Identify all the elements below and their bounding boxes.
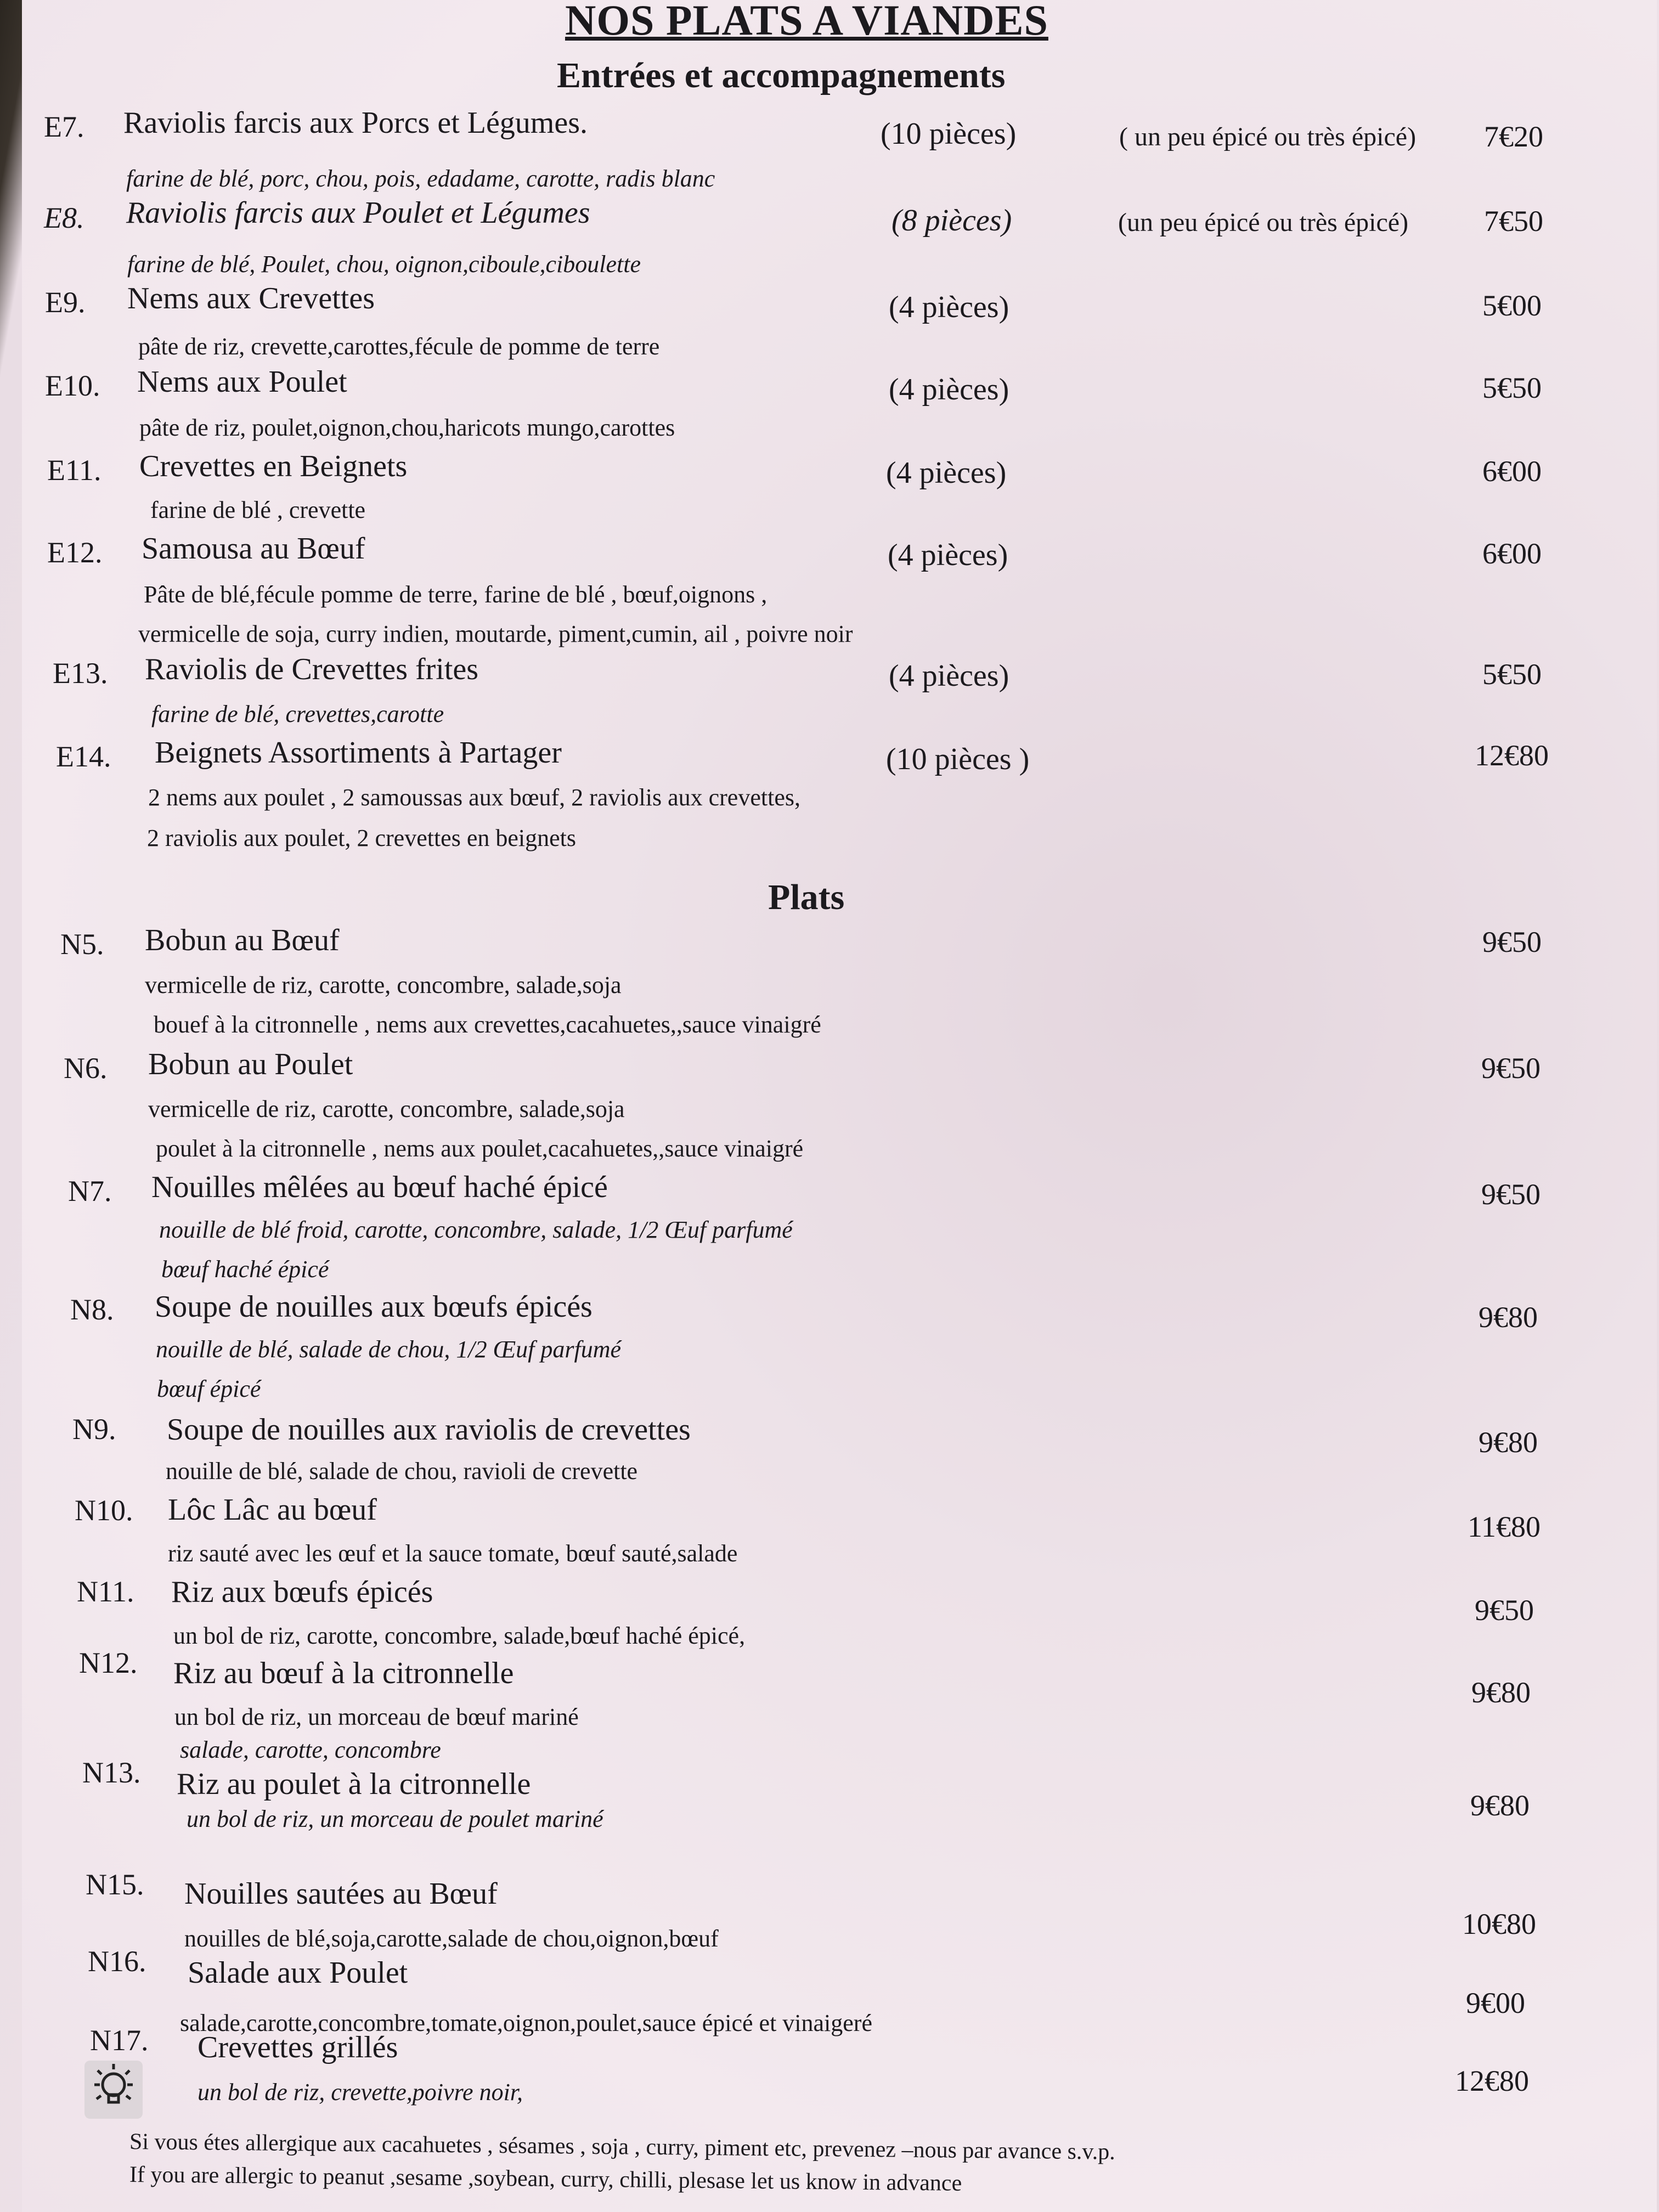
item-code: N11. (77, 1575, 134, 1608)
item-quantity: (4 pièces) (886, 456, 1007, 490)
item-ingredients: farine de blé, Poulet, chou, oignon,ciboule,ciboulette (127, 251, 641, 278)
item-ingredients: nouilles de blé,soja,carotte,salade de chou,oignon,bœuf (184, 1925, 719, 1952)
item-quantity: (10 pièces) (881, 117, 1017, 151)
item-ingredients-line2: bœuf haché épicé (161, 1256, 329, 1283)
item-ingredients: nouille de blé froid, carotte, concombre, salade, 1/2 Œuf parfumé (159, 1216, 793, 1243)
item-code: N7. (68, 1175, 112, 1207)
item-name: Raviolis de Crevettes frites (145, 652, 479, 686)
item-code: E8. (44, 201, 84, 234)
item-price: 9€80 (1479, 1301, 1538, 1334)
item-price: 12€80 (1475, 739, 1549, 772)
item-ingredients: 2 nems aux poulet , 2 samoussas aux bœuf, 2 raviolis aux crevettes, (148, 784, 800, 811)
item-ingredients: salade,carotte,concombre,tomate,oignon,poulet,sauce épicé et vinaigeré (180, 2010, 872, 2036)
item-price: 12€80 (1455, 2064, 1529, 2097)
menu-page (22, 0, 1657, 2212)
section-title-mains: Plats (768, 877, 845, 917)
item-quantity: (4 pièces) (889, 290, 1009, 324)
item-price: 9€50 (1481, 1052, 1541, 1085)
item-ingredients: farine de blé , crevette (150, 496, 366, 523)
item-ingredients: nouille de blé, salade de chou, 1/2 Œuf parfumé (156, 1336, 622, 1363)
item-price: 9€50 (1475, 1594, 1534, 1627)
item-name: Soupe de nouilles aux raviolis de crevettes (167, 1413, 691, 1447)
item-ingredients: vermicelle de riz, carotte, concombre, salade,soja (145, 972, 622, 998)
item-ingredients: un bol de riz, un morceau de poulet mariné (187, 1805, 603, 1832)
item-spice-level: ( un peu épicé ou très épicé) (1119, 122, 1417, 151)
item-name: Bobun au Poulet (148, 1047, 353, 1081)
item-code: N12. (79, 1646, 138, 1679)
item-code: E7. (44, 110, 84, 143)
item-code: E14. (56, 740, 111, 773)
item-quantity: (10 pièces ) (886, 742, 1030, 776)
item-name: Nems aux Poulet (137, 365, 347, 399)
item-code: E11. (47, 454, 101, 487)
item-price: 11€80 (1468, 1510, 1541, 1543)
item-ingredients: farine de blé, crevettes,carotte (151, 701, 444, 727)
item-name: Soupe de nouilles aux bœufs épicés (155, 1290, 592, 1324)
item-name: Crevettes grillés (198, 2030, 398, 2064)
item-spice-level: (un peu épicé ou très épicé) (1118, 208, 1409, 237)
item-name: Samousa au Bœuf (142, 532, 365, 566)
item-price: 5€50 (1482, 371, 1542, 404)
item-ingredients-line2: poulet à la citronnelle , nems aux poulet,cacahuetes,,sauce vinaigré (156, 1135, 804, 1162)
item-ingredients: Pâte de blé,fécule pomme de terre, farine de blé , bœuf,oignons , (144, 581, 768, 608)
item-price: 10€80 (1462, 1908, 1536, 1940)
item-name: Riz au bœuf à la citronnelle (173, 1656, 514, 1690)
item-name: Riz aux bœufs épicés (171, 1575, 433, 1609)
item-price: 9€80 (1479, 1426, 1538, 1459)
item-name: Bobun au Bœuf (145, 923, 340, 957)
item-quantity: (4 pièces) (888, 538, 1008, 572)
item-name: Crevettes en Beignets (139, 449, 408, 483)
item-ingredients: riz sauté avec les œuf et la sauce tomate, bœuf sauté,salade (168, 1540, 738, 1567)
item-code: E10. (45, 369, 100, 402)
item-ingredients: un bol de riz, un morceau de bœuf mariné (174, 1703, 579, 1730)
allergy-note-fr: Si vous étes allergique aux cacahuetes , sésames , soja , curry, piment etc, prevenez –nous par avance s.v.p. (129, 2129, 1115, 2165)
item-ingredients: farine de blé, porc, chou, pois, edadame, carotte, radis blanc (126, 165, 715, 192)
item-price: 7€20 (1484, 120, 1543, 153)
item-ingredients-line2: bouef à la citronnelle , nems aux crevettes,cacahuetes,,sauce vinaigré (154, 1011, 821, 1038)
allergy-note-en: If you are allergic to peanut ,sesame ,soybean, curry, chilli, plesase let us know in advance (129, 2162, 962, 2196)
item-price: 9€00 (1466, 1987, 1525, 2019)
item-code: E13. (53, 657, 108, 690)
item-ingredients-line2: vermicelle de soja, curry indien, moutarde, piment,cumin, ail , poivre noir (138, 620, 853, 647)
item-name: Nouilles mêlées au bœuf haché épicé (151, 1170, 608, 1204)
item-code: E12. (47, 536, 103, 569)
item-code: N5. (60, 928, 104, 961)
item-name: Beignets Assortiments à Partager (155, 736, 562, 770)
item-ingredients: nouille de blé, salade de chou, ravioli de crevette (166, 1458, 638, 1485)
item-name: Lôc Lâc au bœuf (168, 1493, 377, 1527)
item-price: 9€80 (1470, 1789, 1530, 1822)
item-code: N6. (64, 1052, 108, 1085)
item-ingredients: un bol de riz, crevette,poivre noir, (198, 2079, 523, 2106)
item-code: N13. (82, 1756, 141, 1789)
item-price: 5€50 (1482, 658, 1542, 691)
item-code: N17. (90, 2024, 149, 2057)
item-price: 6€00 (1482, 537, 1542, 570)
item-name: Nems aux Crevettes (127, 281, 375, 315)
item-quantity: (4 pièces) (889, 659, 1009, 693)
item-code: N15. (86, 1868, 144, 1901)
item-name: Raviolis farcis aux Poulet et Légumes (126, 196, 590, 230)
item-price: 7€50 (1484, 205, 1543, 238)
item-code: N10. (75, 1494, 133, 1527)
item-ingredients-line2: salade, carotte, concombre (180, 1736, 441, 1763)
item-ingredients-line2: bœuf épicé (157, 1375, 261, 1402)
item-ingredients: vermicelle de riz, carotte, concombre, salade,soja (148, 1096, 625, 1122)
item-name: Raviolis farcis aux Porcs et Légumes. (123, 106, 588, 140)
item-price: 9€50 (1482, 926, 1542, 958)
item-price: 9€50 (1481, 1178, 1541, 1211)
item-quantity: (4 pièces) (889, 373, 1009, 407)
item-code: N8. (70, 1293, 114, 1326)
item-name: Nouilles sautées au Bœuf (184, 1877, 498, 1911)
item-price: 5€00 (1482, 289, 1542, 322)
section-title-starters: Entrées et accompagnements (557, 55, 1006, 95)
item-code: E9. (45, 286, 86, 319)
item-ingredients: un bol de riz, carotte, concombre, salade,bœuf haché épicé, (173, 1622, 746, 1649)
item-ingredients: pâte de riz, poulet,oignon,chou,haricots mungo,carottes (139, 414, 675, 441)
item-name: Riz au poulet à la citronnelle (177, 1767, 531, 1801)
item-price: 9€80 (1471, 1676, 1531, 1709)
page-title: NOS PLATS A VIANDES (565, 0, 1048, 44)
item-price: 6€00 (1482, 455, 1542, 488)
item-ingredients-line2: 2 raviolis aux poulet, 2 crevettes en beignets (147, 825, 576, 851)
item-ingredients: pâte de riz, crevette,carottes,fécule de pomme de terre (138, 333, 660, 360)
lightbulb-icon (83, 2059, 144, 2120)
item-code: N9. (72, 1413, 116, 1446)
item-code: N16. (88, 1945, 146, 1978)
item-quantity: (8 pièces) (891, 204, 1012, 238)
item-name: Salade aux Poulet (188, 1956, 408, 1990)
